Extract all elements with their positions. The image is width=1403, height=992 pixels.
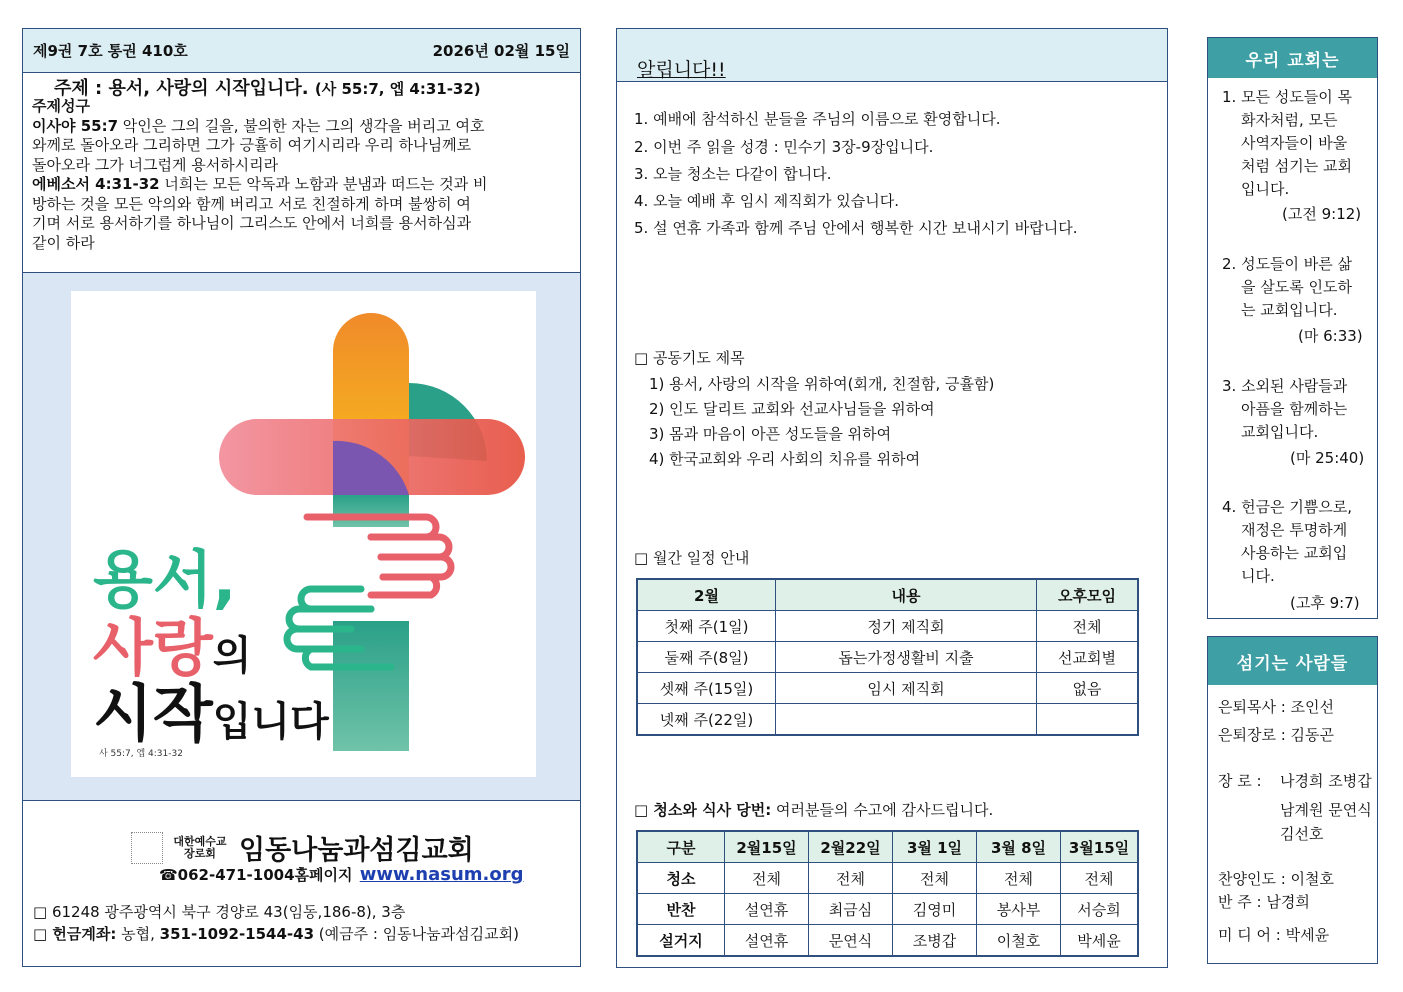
creed-line: 화자처럼, 모든 <box>1241 111 1338 129</box>
header-cell: 구분 <box>637 831 725 863</box>
table-row <box>637 611 1138 642</box>
table-cell: 설연휴 <box>725 894 809 925</box>
table-cell: 서승희 <box>1061 894 1139 925</box>
duty-title <box>634 799 993 820</box>
theme-poster <box>71 291 536 777</box>
table-cell: 박세윤 <box>1061 925 1139 957</box>
table-cell: 청소 <box>637 863 725 894</box>
homepage-link[interactable]: www.nasum.org <box>359 864 524 885</box>
issue-date: 2026년 02월 15일 <box>432 42 570 60</box>
duty-title-label: □ 청소와 식사 당번: <box>634 801 772 819</box>
cross-stem-lower <box>333 621 409 751</box>
table-cell: 김영미 <box>893 894 977 925</box>
creed-line: 사용하는 교회입 <box>1241 544 1348 562</box>
isaiah-verse <box>32 117 571 176</box>
servers-panel <box>1207 636 1378 964</box>
notice-item: 1. 예배에 참석하신 분들을 주님의 이름으로 환영합니다. <box>634 110 1001 128</box>
table-row <box>637 704 1138 736</box>
table-cell: 전체 <box>809 863 893 894</box>
creed-line: 재정은 투명하게 <box>1241 521 1348 539</box>
retired-pastor: 은퇴목사 : 조인선 <box>1218 698 1335 716</box>
table-cell: 임시 제직회 <box>776 673 1037 704</box>
creed-line: 니다. <box>1241 567 1275 585</box>
notice-item: 2. 이번 주 읽을 성경 : 민수기 3장-9장입니다. <box>634 138 934 156</box>
table-cell: 넷째 주(22일) <box>637 704 776 736</box>
servers-title: 섬기는 사람들 <box>1208 637 1377 685</box>
retired-elder: 은퇴장로 : 김동곤 <box>1218 726 1335 744</box>
table-cell <box>776 704 1037 736</box>
creed-line: 사역자들이 바울 <box>1241 134 1348 152</box>
table-cell: 선교회별 <box>1037 642 1139 673</box>
worship-leader: 찬양인도 : 이철호 <box>1218 870 1335 888</box>
cross-hands-illustration <box>71 291 536 777</box>
table-cell: 첫째 주(1일) <box>637 611 776 642</box>
isaiah-text-3: 돌아오라 그가 너그럽게 용서하시리라 <box>32 155 279 174</box>
creed-line: 는 교회입니다. <box>1241 301 1338 319</box>
isaiah-text-1: 악인은 그의 길을, 불의한 자는 그의 생각을 버리고 여호 <box>118 116 485 135</box>
account-bank: 농협, <box>116 925 160 943</box>
table-cell: 전체 <box>1037 611 1139 642</box>
table-cell: 돕는가정생활비 지출 <box>776 642 1037 673</box>
header-cell: 3월15일 <box>1061 831 1139 863</box>
eph-text-3: 기며 서로 용서하기를 하나님이 그리스도 안에서 너희를 용서하심과 <box>32 214 472 232</box>
duty-table <box>636 830 1139 957</box>
verse-label: 주제성구 <box>32 97 90 115</box>
table-row <box>637 925 1138 957</box>
our-church-panel <box>1207 37 1378 619</box>
creed-line: 교회입니다. <box>1241 423 1319 441</box>
table-row <box>637 673 1138 704</box>
creed-item <box>1222 86 1352 201</box>
prayer-item: 2) 인도 달리트 교회와 선교사님들을 위하여 <box>649 400 935 418</box>
theme-ref: (사 55:7, 엡 4:31-32) <box>314 80 481 98</box>
table-header-row <box>637 831 1138 863</box>
creed-line: 2. 성도들이 바른 삶 <box>1222 255 1353 273</box>
elders-line: 나경희 조병갑 <box>1280 772 1372 790</box>
table-header-row <box>637 579 1138 611</box>
elders-line: 김선호 <box>1280 825 1324 843</box>
phone: ☎062-471-1004 <box>159 866 295 884</box>
header-cell: 3월 8일 <box>977 831 1061 863</box>
creed-line: 을 살도록 인도하 <box>1241 278 1352 296</box>
notices-header <box>617 29 1167 82</box>
cross-stem-upper <box>333 495 409 527</box>
notice-item: 5. 설 연휴 가족과 함께 주님 안에서 행복한 시간 보내시기 바랍니다. <box>634 219 1078 237</box>
header-cell: 2월 <box>637 579 776 611</box>
ephesians-verse <box>32 175 571 253</box>
table-cell: 반찬 <box>637 894 725 925</box>
table-cell: 전체 <box>977 863 1061 894</box>
poster-line1: 용서, <box>93 543 237 616</box>
schedule-title: □ 월간 일정 안내 <box>634 549 750 567</box>
header-cell: 2월22일 <box>809 831 893 863</box>
table-cell: 둘째 주(8일) <box>637 642 776 673</box>
prayer-item: 3) 몸과 마음이 아픈 성도들을 위하여 <box>649 425 892 443</box>
table-cell: 전체 <box>893 863 977 894</box>
prayer-item: 1) 용서, 사랑의 시작을 위하여(회개, 친절함, 긍휼함) <box>649 375 995 393</box>
issue-header <box>23 29 580 73</box>
creed-line: 아픔을 함께하는 <box>1241 400 1348 418</box>
eph-text-4: 같이 하라 <box>32 233 95 252</box>
homepage-label: 홈페이지 <box>294 866 353 884</box>
prayer-title: □ 공동기도 제목 <box>634 349 745 367</box>
denomination-label: 대한예수교 장로회 <box>173 834 227 860</box>
table-cell: 문연식 <box>809 925 893 957</box>
table-row <box>637 863 1138 894</box>
table-cell: 설연휴 <box>725 925 809 957</box>
church-info <box>23 800 580 966</box>
creed-ref: (고전 9:12) <box>1282 205 1362 223</box>
header-cell: 오후모임 <box>1037 579 1139 611</box>
table-cell: 전체 <box>1061 863 1139 894</box>
eph-text-2: 방하는 것을 모든 악의와 함께 버리고 서로 친절하게 하며 불쌍히 여 <box>32 194 471 213</box>
table-cell: 봉사부 <box>977 894 1061 925</box>
table-row <box>637 894 1138 925</box>
table-cell <box>1037 704 1139 736</box>
creed-ref: (마 6:33) <box>1298 327 1363 345</box>
church-name: 임동나눔과섬김교회 <box>239 835 474 866</box>
church-name-row <box>131 828 474 867</box>
accompanist: 반 주 : 남경희 <box>1218 893 1310 911</box>
table-cell: 전체 <box>725 863 809 894</box>
notices-title: 알립니다!! <box>637 59 726 81</box>
table-cell: 정기 제직회 <box>776 611 1037 642</box>
monthly-schedule-table <box>636 578 1139 736</box>
header-cell: 내용 <box>776 579 1037 611</box>
creed-line: 4. 헌금은 기쁨으로, <box>1222 498 1353 516</box>
creed-item <box>1222 496 1352 588</box>
elders-label: 장 로 : <box>1218 772 1262 790</box>
table-cell: 없음 <box>1037 673 1139 704</box>
creed-item <box>1222 375 1347 444</box>
elders-line: 남계원 문연식 <box>1280 801 1372 819</box>
table-cell: 조병갑 <box>893 925 977 957</box>
creed-line: 처럼 섬기는 교회 <box>1241 157 1352 175</box>
ephesians-ref: 에베소서 4:31-32 <box>32 175 160 193</box>
notices-panel <box>616 28 1168 968</box>
creed-line: 입니다. <box>1241 180 1290 198</box>
notice-item: 3. 오늘 청소는 다같이 합니다. <box>634 165 832 183</box>
header-cell: 3월 1일 <box>893 831 977 863</box>
creed-line: 3. 소외된 사람들과 <box>1222 377 1348 395</box>
denomination-logo-icon <box>131 832 163 864</box>
contact-row <box>159 864 524 885</box>
account-prefix: □ 헌금계좌: <box>33 925 117 943</box>
table-cell: 최금심 <box>809 894 893 925</box>
red-hand <box>307 517 451 595</box>
address: □ 61248 광주광역시 북구 경양로 43(임동,186-8), 3층 <box>33 903 406 921</box>
poster-line2: 사랑의 <box>93 611 252 684</box>
poster-area <box>23 273 580 801</box>
isaiah-text-2: 와께로 돌아오라 그리하면 그가 긍휼히 여기시리라 우리 하나님께로 <box>32 136 472 154</box>
table-row <box>637 642 1138 673</box>
notice-item: 4. 오늘 예배 후 임시 제직회가 있습니다. <box>634 192 900 210</box>
theme-section <box>23 73 580 273</box>
creed-ref: (고후 9:7) <box>1290 594 1360 612</box>
prayer-item: 4) 한국교회와 우리 사회의 치유를 위하여 <box>649 450 921 468</box>
creed-ref: (마 25:40) <box>1290 449 1365 467</box>
poster-line3: 시작입니다 <box>93 677 329 750</box>
issue-volume: 제9권 7호 통권 410호 <box>33 42 188 60</box>
header-cell: 2월15일 <box>725 831 809 863</box>
creed-item <box>1222 253 1352 322</box>
table-cell: 설거지 <box>637 925 725 957</box>
duty-subtitle: 여러분들의 수고에 감사드립니다. <box>771 801 994 819</box>
isaiah-ref: 이사야 55:7 <box>32 116 119 135</box>
theme-title-text: 주제 : 용서, 사랑의 시작입니다. <box>54 78 309 99</box>
offering-account <box>33 923 519 944</box>
account-holder: (예금주 : 임동나눔과섬김교회) <box>314 925 519 943</box>
eph-text-1: 너희는 모든 악독과 노함과 분냄과 떠드는 것과 비 <box>159 175 488 193</box>
bulletin-front-panel <box>22 28 581 967</box>
poster-ref: 사 55:7, 엡 4:31-32 <box>99 749 183 759</box>
media: 미 디 어 : 박세윤 <box>1218 926 1330 944</box>
account-number: 351-1092-1544-43 <box>159 925 315 943</box>
table-cell: 이철호 <box>977 925 1061 957</box>
creed-line: 1. 모든 성도들이 목 <box>1222 88 1353 106</box>
our-church-title: 우리 교회는 <box>1208 38 1377 78</box>
table-cell: 셋째 주(15일) <box>637 673 776 704</box>
